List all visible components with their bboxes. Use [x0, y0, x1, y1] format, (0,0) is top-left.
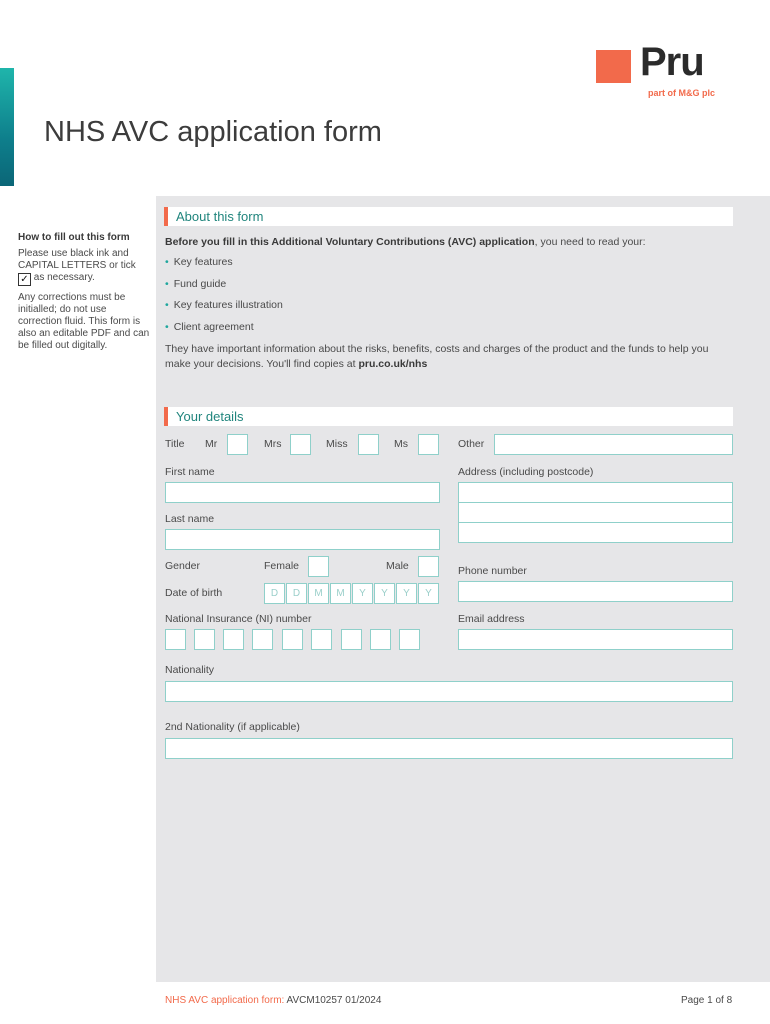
male-checkbox[interactable]	[418, 556, 439, 577]
ni-char-4[interactable]	[252, 629, 273, 650]
list-item: • Fund guide	[165, 274, 283, 296]
tick-icon: ✓	[18, 273, 31, 286]
accent-bar	[0, 68, 14, 186]
address-line-1-field[interactable]	[458, 482, 733, 503]
nationality-label: Nationality	[165, 664, 215, 676]
page-title: NHS AVC application form	[44, 116, 382, 148]
document-list	[165, 252, 283, 338]
title-label: Title	[165, 438, 185, 450]
footer-form-code	[165, 995, 381, 1006]
first-name-label: First name	[165, 466, 215, 478]
about-paragraph-text: They have important information about the risks, benefits, costs and charges of the product and the funds to help you make your decisions. You'll find copies at	[165, 343, 709, 370]
about-intro	[165, 236, 646, 248]
dob-label: Date of birth	[165, 587, 223, 599]
section-details-header	[164, 407, 733, 426]
last-name-field[interactable]	[165, 529, 440, 550]
dob-day-1[interactable]: D	[264, 583, 285, 604]
phone-label: Phone number	[458, 565, 527, 577]
about-intro-bold: Before you fill in this Additional Voluntary Contributions (AVC) application	[165, 236, 535, 248]
pru-link[interactable]: pru.co.uk/nhs	[358, 358, 428, 370]
ni-label: National Insurance (NI) number	[165, 613, 312, 625]
other-label: Other	[458, 438, 485, 450]
last-name-label: Last name	[165, 513, 215, 525]
logo-word: Pru	[640, 40, 704, 84]
email-label: Email address	[458, 613, 525, 625]
logo-subtitle: part of M&G plc	[648, 88, 715, 98]
female-label: Female	[264, 560, 300, 572]
nationality-2-field[interactable]	[165, 738, 733, 759]
footer-form-name: NHS AVC application form:	[165, 995, 285, 1006]
mrs-checkbox[interactable]	[290, 434, 311, 455]
ms-checkbox[interactable]	[418, 434, 439, 455]
ni-char-9[interactable]	[399, 629, 420, 650]
list-item: • Client agreement	[165, 317, 283, 339]
ni-char-2[interactable]	[194, 629, 215, 650]
ni-char-8[interactable]	[370, 629, 391, 650]
ni-char-1[interactable]	[165, 629, 186, 650]
phone-field[interactable]	[458, 581, 733, 602]
instructions-text: Please use black ink and CAPITAL LETTERS or tick	[18, 248, 136, 271]
mrs-label: Mrs	[264, 438, 282, 450]
nationality-2-label: 2nd Nationality (if applicable)	[165, 721, 300, 733]
ni-char-7[interactable]	[341, 629, 362, 650]
dob-day-2[interactable]: D	[286, 583, 307, 604]
list-item: • Key features illustration	[165, 295, 283, 317]
instructions-corrections: Any corrections must be initialled; do not use correction fluid. This form is also an editable PDF and can be filled out digitally.	[18, 292, 150, 351]
email-field[interactable]	[458, 629, 733, 650]
about-intro-rest: , you need to read your:	[534, 236, 646, 248]
address-line-2-field[interactable]	[458, 502, 733, 523]
logo-square	[596, 50, 631, 83]
instructions-text-end: as necessary.	[33, 272, 95, 283]
about-paragraph	[165, 342, 730, 372]
ms-label: Ms	[394, 438, 408, 450]
nationality-field[interactable]	[165, 681, 733, 702]
dob-year-2[interactable]: Y	[374, 583, 395, 604]
dob-year-1[interactable]: Y	[352, 583, 373, 604]
section-about-header	[164, 207, 733, 226]
section-details-title: Your details	[176, 409, 244, 424]
miss-label: Miss	[326, 438, 348, 450]
miss-checkbox[interactable]	[358, 434, 379, 455]
list-item: • Key features	[165, 252, 283, 274]
female-checkbox[interactable]	[308, 556, 329, 577]
pru-logo	[596, 40, 721, 104]
page-number: Page 1 of 8	[681, 995, 733, 1006]
dob-month-1[interactable]: M	[308, 583, 329, 604]
first-name-field[interactable]	[165, 482, 440, 503]
male-label: Male	[386, 560, 409, 572]
footer-code: AVCM10257 01/2024	[284, 995, 382, 1006]
instructions-heading: How to fill out this form	[18, 232, 130, 243]
instructions-ink	[18, 248, 150, 286]
dob-year-3[interactable]: Y	[396, 583, 417, 604]
other-title-field[interactable]	[494, 434, 733, 455]
dob-year-4[interactable]: Y	[418, 583, 439, 604]
mr-label: Mr	[205, 438, 218, 450]
dob-month-2[interactable]: M	[330, 583, 351, 604]
gender-label: Gender	[165, 560, 201, 572]
ni-char-5[interactable]	[282, 629, 303, 650]
ni-char-6[interactable]	[311, 629, 332, 650]
mr-checkbox[interactable]	[227, 434, 248, 455]
ni-char-3[interactable]	[223, 629, 244, 650]
section-about-title: About this form	[176, 209, 264, 224]
address-line-3-field[interactable]	[458, 522, 733, 543]
instructions-sidebar	[18, 232, 150, 358]
address-label: Address (including postcode)	[458, 466, 594, 478]
